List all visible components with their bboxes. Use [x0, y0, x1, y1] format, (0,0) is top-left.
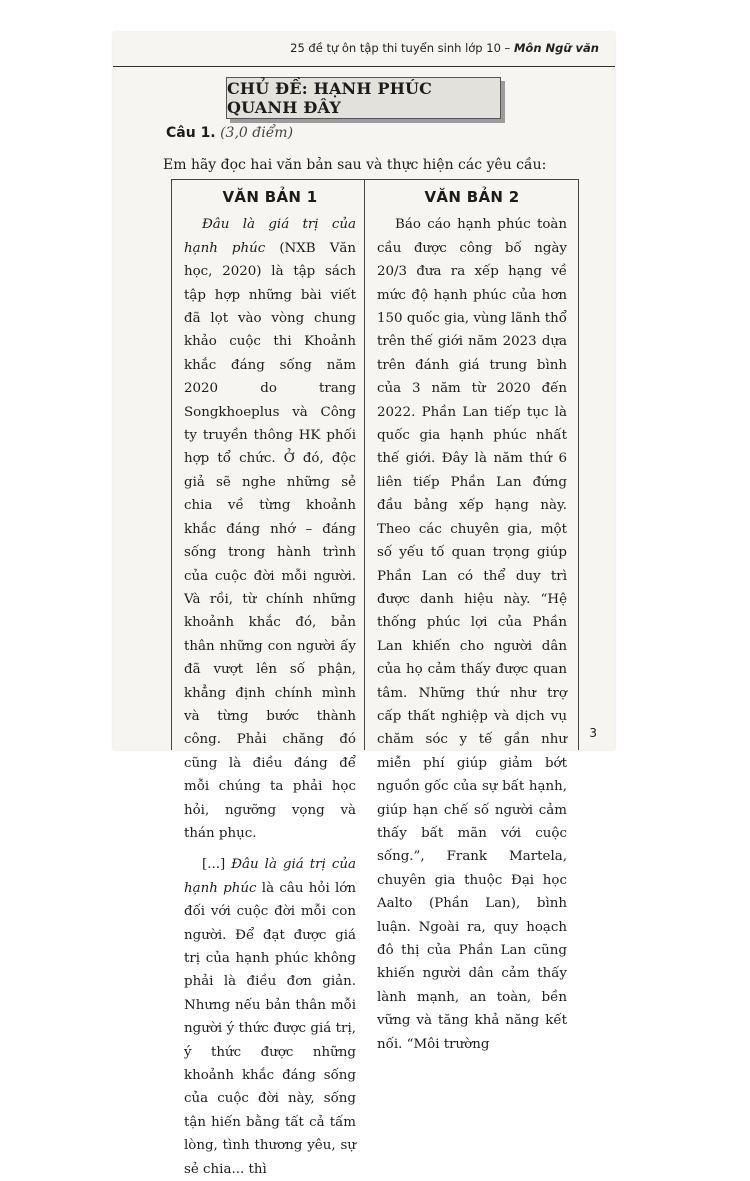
topic-title-box	[226, 77, 501, 119]
question-points: (3,0 điểm)	[220, 125, 294, 141]
text-1-paragraph-1-body: (NXB Văn học, 2020) là tập sách tập hợp những bài viết đã lọt vào vòng chung khảo cuộc thi Khoảnh khắc đáng sống năm 2020 do trang Songkhoeplus và Công ty truyền thông HK phối hợp tổ chức. Ở đó, độc giả sẽ nghe những sẻ chia về từng khoảnh khắc đáng nhớ – đáng sống trong hành trình của cuộc đời mỗi người. Và rồi, từ chính những khoảnh khắc đó, bản thân những con người ấy đã vượt lên số phận, khẳng định chính mình và từng bước thành công. Phải chăng đó cũng là điều đáng để mỗi chúng ta phải học hỏi, ngưỡng vọng và thán phục.	[184, 240, 356, 841]
book-page	[113, 32, 615, 1177]
header-text	[290, 41, 599, 55]
running-header	[113, 32, 615, 67]
text-2-heading: VĂN BẢN 2	[424, 188, 520, 206]
page-number: 3	[589, 726, 597, 740]
text-1-column	[172, 180, 365, 1177]
topic-title: CHỦ ĐỀ: HẠNH PHÚC QUANH ĐÂY	[227, 79, 433, 117]
text-2-column	[365, 180, 578, 1052]
question-instruction: Em hãy đọc hai văn bản sau và thực hiện các yêu cầu:	[163, 157, 547, 173]
text-1-book-title-2: Đâu là giá trị của hạnh phúc	[184, 857, 356, 896]
text-1-paragraph-2	[184, 853, 356, 1181]
two-text-table	[171, 179, 579, 1177]
text-1-book-title: Đâu là giá trị của hạnh phúc	[184, 217, 356, 256]
text-2-paragraph-1: Báo cáo hạnh phúc toàn cầu được công bố ngày 20/3 đưa ra xếp hạng về mức độ hạnh phúc của hơn 150 quốc gia, vùng lãnh thổ trên thế giới năm 2023 dựa trên đánh giá trung bình của 3 năm từ 2020 đến 2022. Phần Lan tiếp tục là quốc gia hạnh phúc nhất thế giới. Đây là năm thứ 6 liên tiếp Phần Lan đứng đầu bảng xếp hạng này. Theo các chuyên gia, một số yếu tố quan trọng giúp Phần Lan có thể duy trì được danh hiệu này. “Hệ thống phúc lợi của Phần Lan khiến cho người dân của họ cảm thấy được quan tâm. Những thứ như trợ cấp thất nghiệp và dịch vụ chăm sóc y tế gần như miễn phí giúp giảm bớt nguồn gốc của sự bất hạnh, giúp hạn chế số người cảm thấy bất mãn với cuộc sống.”, Frank Martela, chuyên gia thuộc Đại học Aalto (Phần Lan), bình luận. Ngoài ra, quy hoạch đô thị của Phần Lan cũng khiến người dân cảm thấy lành mạnh, an toàn, bền vững và tăng khả năng kết nối. “Môi trường	[377, 217, 567, 1052]
text-1-paragraph-2-body: là câu hỏi lớn đối với cuộc đời mỗi con người. Để đạt được giá trị của hạnh phúc không phải là điều đơn giản. Nhưng nếu bản thân mỗi người ý thức được giá trị, ý thức được những khoảnh khắc đáng sống của cuộc đời này, sống tận hiến bằng tất cả tấm lòng, tình thương yêu, sự sẻ chia... thì	[184, 880, 356, 1177]
header-book-title: 25 đề tự ôn tập thi tuyển sinh lớp 10 –	[290, 41, 514, 55]
question-label: Câu 1.	[166, 125, 216, 141]
text-1-heading: VĂN BẢN 1	[222, 188, 318, 206]
header-subject: Môn Ngữ văn	[513, 41, 599, 55]
text-1-ellipsis: [...]	[202, 857, 232, 873]
question-line	[166, 125, 293, 141]
text-1-paragraph-1	[184, 213, 356, 845]
